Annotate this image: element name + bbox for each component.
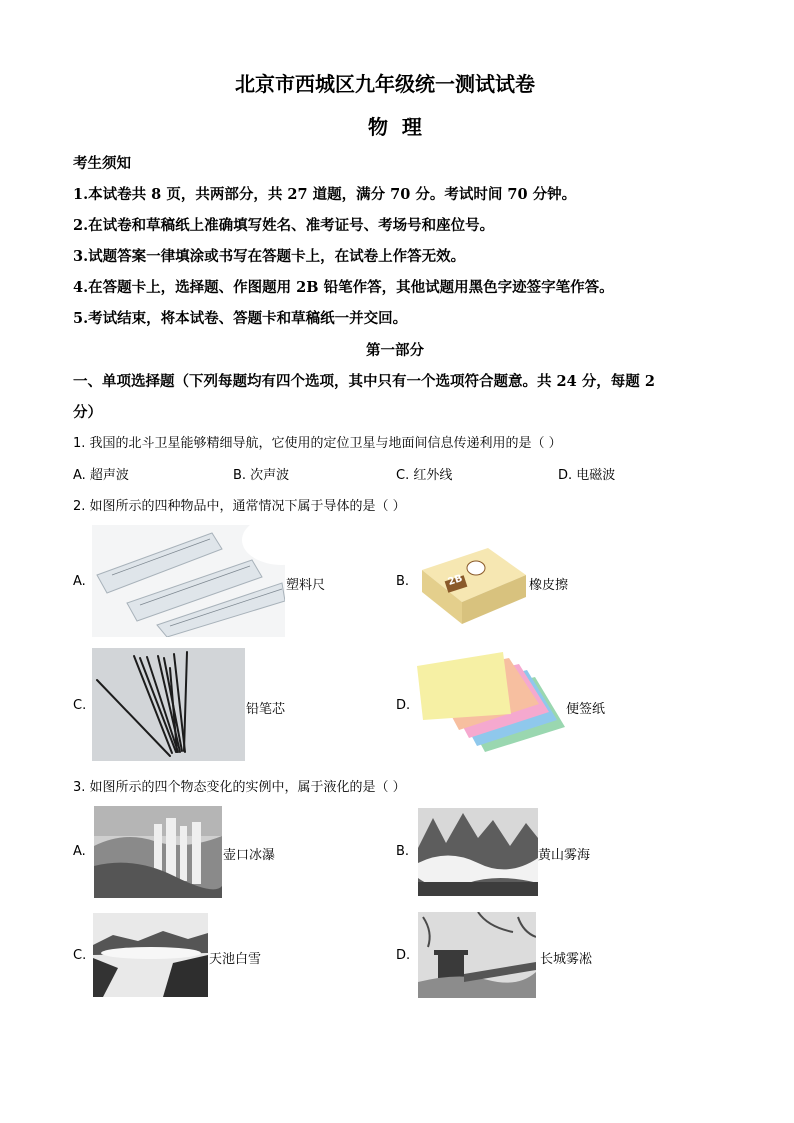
q2-option-c-caption: 铅笔芯 <box>246 702 286 717</box>
q2-option-d-letter: D. <box>396 698 411 713</box>
subject-title: 物 理 <box>368 115 422 139</box>
q2-option-a-caption: 塑料尺 <box>286 578 326 593</box>
plastic-rulers-image <box>92 525 285 637</box>
q3-option-b-letter: B. <box>396 844 410 859</box>
q3-option-d-letter: D. <box>396 948 411 963</box>
notice-item-3: 3.试题答案一律填涂或书写在答题卡上，在试卷上作答无效。 <box>73 248 466 265</box>
question-3-stem: 3. 如图所示的四个物态变化的实例中，属于液化的是（ ） <box>73 780 406 795</box>
sticky-notes-image <box>415 652 565 757</box>
notice-item-5: 5.考试结束，将本试卷、答题卡和草稿纸一并交回。 <box>73 310 408 327</box>
frozen-waterfall-image <box>94 806 222 898</box>
notice-item-4: 4.在答题卡上，选择题、作图题用 2B 铅笔作答，其他试题用黑色字迹签字笔作答。 <box>73 279 614 296</box>
q3-option-b-caption: 黄山雾海 <box>538 848 591 863</box>
eraser-image <box>418 540 528 628</box>
q3-option-a-letter: A. <box>73 844 86 859</box>
mountain-fog-image <box>418 808 538 896</box>
notice-item-1: 1.本试卷共 8 页，共两部分，共 27 道题，满分 70 分。考试时间 70 分钟。 <box>73 186 577 203</box>
section-heading-line1: 一、单项选择题（下列每题均有四个选项，其中只有一个选项符合题意。共 24 分，每题 2 <box>73 373 655 390</box>
q3-option-d-caption: 长城雾凇 <box>540 952 593 967</box>
q1-option-d: D. 电磁波 <box>558 468 616 483</box>
notice-heading: 考生须知 <box>73 155 131 172</box>
q2-option-b-caption: 橡皮擦 <box>529 578 569 593</box>
q3-option-c-caption: 天池白雪 <box>209 952 262 967</box>
part-title: 第一部分 <box>366 342 424 359</box>
q3-option-a-caption: 壶口冰瀑 <box>223 848 276 863</box>
q2-option-b-letter: B. <box>396 574 410 589</box>
notice-item-2: 2.在试卷和草稿纸上准确填写姓名、准考证号、考场号和座位号。 <box>73 217 495 234</box>
q2-option-c-letter: C. <box>73 698 87 713</box>
q1-option-b: B. 次声波 <box>233 468 290 483</box>
question-2-stem: 2. 如图所示的四种物品中，通常情况下属于导体的是（ ） <box>73 499 406 514</box>
q1-option-a: A. 超声波 <box>73 468 129 483</box>
q1-option-c: C. 红外线 <box>396 468 453 483</box>
great-wall-rime-image <box>418 912 536 998</box>
q3-option-c-letter: C. <box>73 948 87 963</box>
q2-option-a-letter: A. <box>73 574 86 589</box>
snowy-lake-image <box>93 913 208 997</box>
section-heading-line2: 分） <box>73 404 102 421</box>
q2-option-d-caption: 便签纸 <box>566 702 606 717</box>
question-1-stem: 1. 我国的北斗卫星能够精细导航，它使用的定位卫星与地面间信息传递利用的是（ ） <box>73 436 562 451</box>
eraser-label: 2B <box>446 573 464 588</box>
pencil-leads-image <box>92 648 245 761</box>
page-title: 北京市西城区九年级统一测试试卷 <box>235 72 535 96</box>
